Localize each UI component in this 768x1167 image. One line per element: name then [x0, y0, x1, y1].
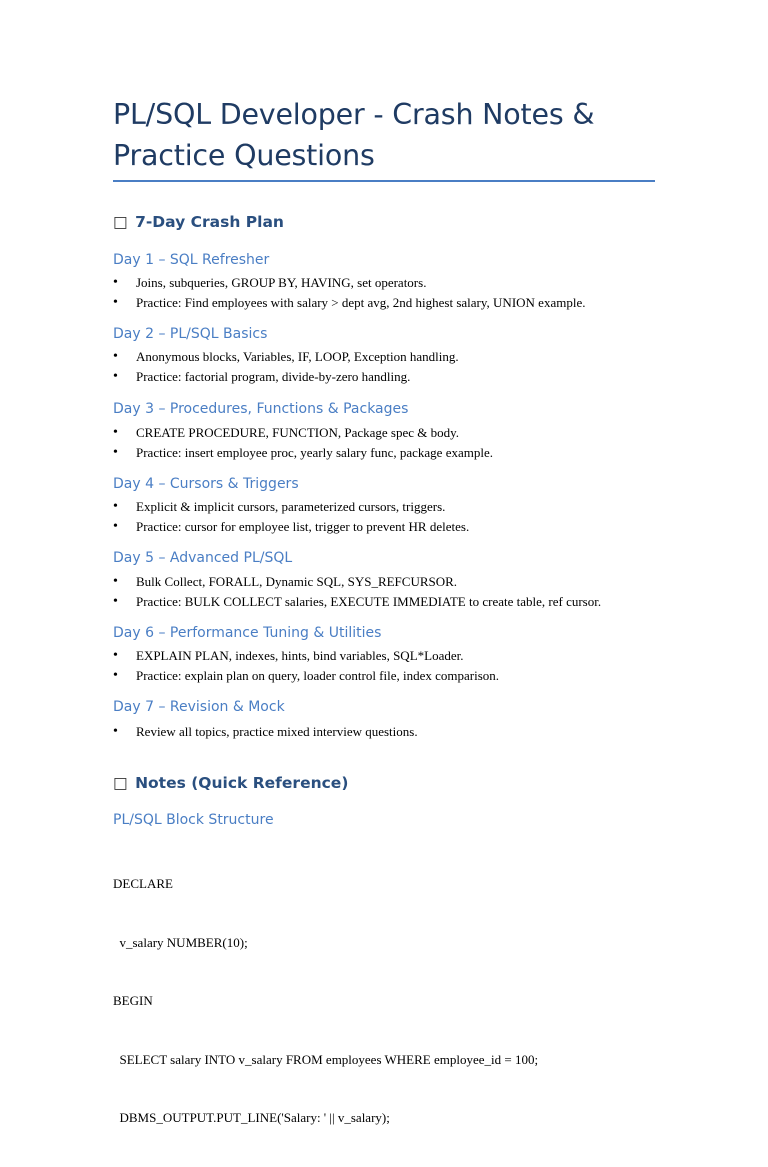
day-5-heading: Day 5 – Advanced PL/SQL — [113, 550, 293, 566]
day-2-list — [113, 347, 459, 386]
list-item: • Review all topics, practice mixed interview questions. — [113, 722, 418, 742]
list-item: • Anonymous blocks, Variables, IF, LOOP, Exception handling. — [113, 347, 459, 367]
title-underline — [113, 180, 655, 182]
day-7-list — [113, 722, 418, 742]
day-6-heading: Day 6 – Performance Tuning & Utilities — [113, 625, 382, 641]
list-item: • Practice: cursor for employee list, trigger to prevent HR deletes. — [113, 517, 469, 537]
code-line: v_salary NUMBER(10); — [113, 934, 248, 950]
missing-glyph-icon: □ — [113, 213, 128, 231]
day-1-list — [113, 273, 585, 312]
code-line: DECLARE — [113, 876, 173, 891]
list-item: • Practice: factorial program, divide-by-zero handling. — [113, 367, 459, 387]
code-block — [113, 835, 538, 1167]
day-3-heading: Day 3 – Procedures, Functions & Packages — [113, 401, 409, 417]
missing-glyph-icon: □ — [113, 774, 128, 792]
day-6-list — [113, 646, 499, 685]
notes-heading — [113, 774, 348, 792]
list-item: • Bulk Collect, FORALL, Dynamic SQL, SYS_REFCURSOR. — [113, 572, 601, 592]
day-2-heading: Day 2 – PL/SQL Basics — [113, 326, 268, 342]
list-item: • EXPLAIN PLAN, indexes, hints, bind variables, SQL*Loader. — [113, 646, 499, 666]
list-item: • CREATE PROCEDURE, FUNCTION, Package spec & body. — [113, 423, 493, 443]
notes-heading-text: Notes (Quick Reference) — [135, 774, 349, 792]
list-item: • Joins, subqueries, GROUP BY, HAVING, set operators. — [113, 273, 585, 293]
list-item: • Practice: Find employees with salary > dept avg, 2nd highest salary, UNION example. — [113, 293, 585, 313]
crash-plan-heading — [113, 213, 284, 231]
crash-plan-heading-text: 7-Day Crash Plan — [135, 213, 284, 231]
code-line: SELECT salary INTO v_salary FROM employees WHERE employee_id = 100; — [113, 1051, 539, 1067]
day-3-list — [113, 423, 493, 462]
day-4-heading: Day 4 – Cursors & Triggers — [113, 476, 299, 492]
day-4-list — [113, 497, 469, 536]
day-1-heading: Day 1 – SQL Refresher — [113, 252, 270, 268]
list-item: • Practice: insert employee proc, yearly salary func, package example. — [113, 443, 493, 463]
code-line: DBMS_OUTPUT.PUT_LINE('Salary: ' || v_salary); — [113, 1110, 390, 1125]
list-item: • Practice: BULK COLLECT salaries, EXECUTE IMMEDIATE to create table, ref cursor. — [113, 592, 601, 612]
day-7-heading: Day 7 – Revision & Mock — [113, 699, 285, 715]
page-title: PL/SQL Developer - Crash Notes & Practice Questions — [113, 98, 595, 172]
block-structure-heading: PL/SQL Block Structure — [113, 812, 274, 828]
list-item: • Practice: explain plan on query, loader control file, index comparison. — [113, 666, 499, 686]
list-item: • Explicit & implicit cursors, parameterized cursors, triggers. — [113, 497, 469, 517]
day-5-list — [113, 572, 601, 611]
code-line: BEGIN — [113, 993, 153, 1008]
